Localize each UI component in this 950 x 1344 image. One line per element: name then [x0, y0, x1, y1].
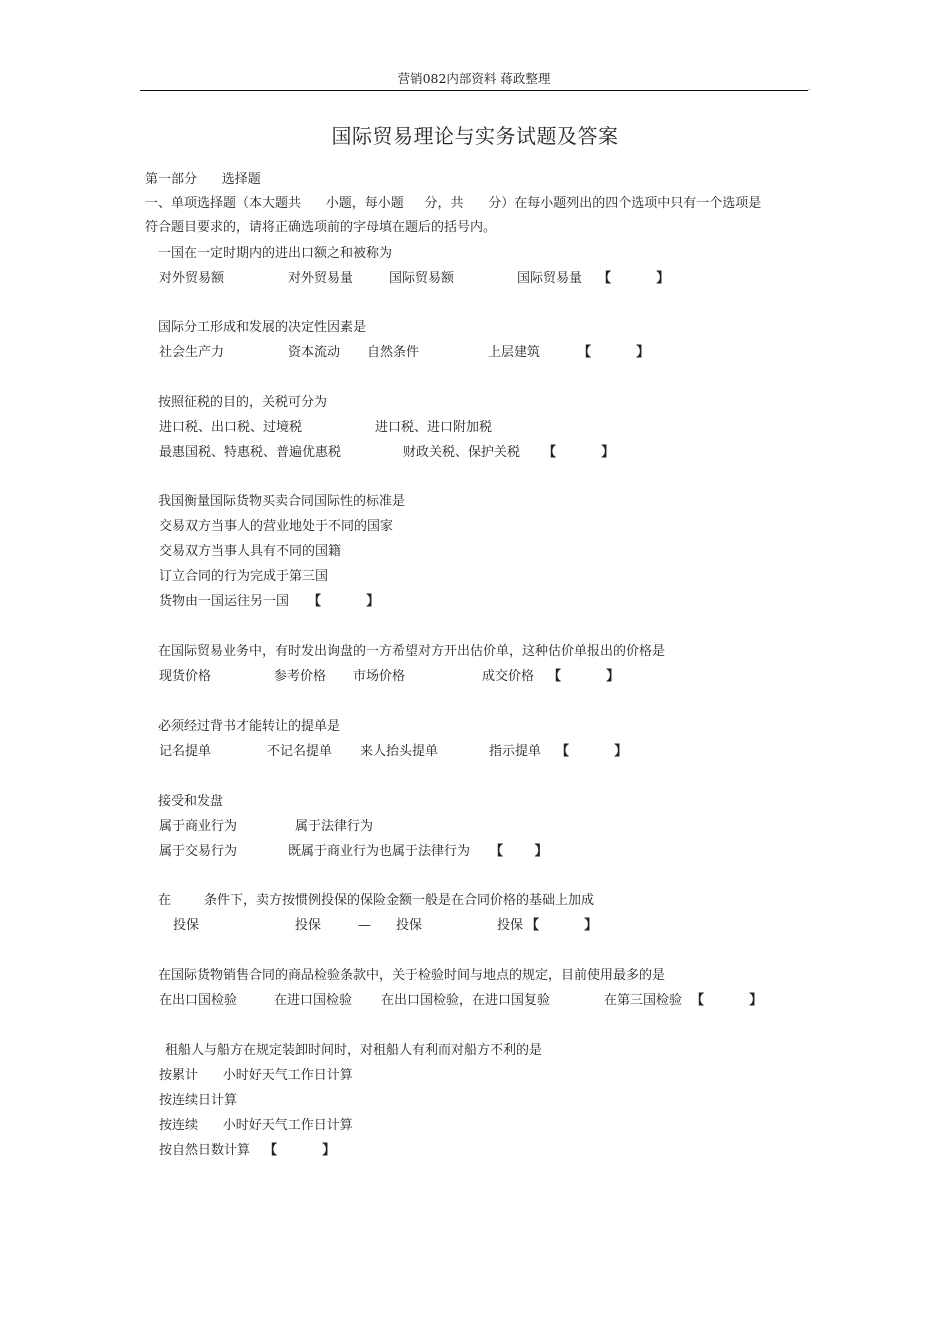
question-7-option-b: 属于法律行为: [295, 819, 374, 834]
question-2-answer-bracket: 【 】: [578, 345, 650, 360]
question-6-stem: 必须经过背书才能转让的提单是: [158, 719, 341, 734]
question-9-option-d: 在第三国检验: [604, 993, 683, 1008]
question-7-stem: 接受和发盘: [158, 794, 224, 809]
question-1-option-b: 对外贸易量: [288, 271, 354, 286]
question-2-option-a: 社会生产力: [159, 345, 225, 360]
question-7-option-d: 既属于商业行为也属于法律行为: [288, 844, 471, 859]
question-5-option-b: 参考价格: [274, 669, 327, 684]
question-6-option-a: 记名提单: [159, 744, 212, 759]
question-10-stem: 租船人与船方在规定装卸时间时，对租船人有利而对船方不利的是: [165, 1043, 543, 1058]
question-6-answer-bracket: 【 】: [556, 744, 628, 759]
document-title: 国际贸易理论与实务试题及答案: [331, 124, 619, 148]
instructions-line-2: 符合题目要求的，请将正确选项前的字母填在题后的括号内。: [145, 220, 497, 235]
question-9-option-b: 在进口国检验: [274, 993, 353, 1008]
question-3-answer-bracket: 【 】: [543, 445, 615, 460]
question-1-stem: 一国在一定时期内的进出口额之和被称为: [158, 246, 393, 261]
question-10-option-c: 按连续 小时好天气工作日计算: [159, 1118, 353, 1133]
page-header: 营销082内部资料 蒋政整理: [140, 70, 808, 91]
question-7-option-a: 属于商业行为: [159, 819, 238, 834]
question-1-option-a: 对外贸易额: [159, 271, 225, 286]
question-4-answer-bracket: 【 】: [308, 594, 380, 609]
question-4-stem: 我国衡量国际货物买卖合同国际性的标准是: [158, 494, 406, 509]
question-7-answer-bracket: 【 】: [490, 844, 548, 859]
question-3-option-d: 财政关税、保护关税: [403, 445, 521, 460]
question-8-answer-bracket: 【 】: [526, 918, 598, 933]
question-6-option-c: 来人抬头提单: [360, 744, 439, 759]
question-9-stem: 在国际货物销售合同的商品检验条款中，关于检验时间与地点的规定，目前使用最多的是: [158, 968, 666, 983]
question-10-answer-bracket: 【 】: [264, 1143, 336, 1158]
question-4-option-b: 交易双方当事人具有不同的国籍: [159, 544, 342, 559]
question-8-dash: —: [358, 918, 371, 933]
question-10-option-b: 按连续日计算: [159, 1093, 238, 1108]
question-5-option-a: 现货价格: [159, 669, 212, 684]
question-2-option-c: 自然条件: [367, 345, 420, 360]
question-9-option-a: 在出口国检验: [159, 993, 238, 1008]
question-5-option-c: 市场价格: [353, 669, 406, 684]
question-8-option-d: 投保: [497, 918, 524, 933]
question-5-option-d: 成交价格: [482, 669, 535, 684]
question-6-option-b: 不记名提单: [267, 744, 333, 759]
instructions-line-1: 一、单项选择题（本大题共 小题，每小题 分，共 分）在每小题列出的四个选项中只有一个选项是: [145, 196, 762, 211]
question-2-option-d: 上层建筑: [488, 345, 541, 360]
question-10-option-d: 按自然日数计算: [159, 1143, 251, 1158]
section-title: 第一部分 选择题: [145, 172, 261, 187]
question-4-option-a: 交易双方当事人的营业地处于不同的国家: [159, 519, 394, 534]
question-4-option-d: 货物由一国运往另一国: [159, 594, 290, 609]
question-5-answer-bracket: 【 】: [548, 669, 620, 684]
question-2-option-b: 资本流动: [288, 345, 341, 360]
question-1-option-c: 国际贸易额: [389, 271, 455, 286]
question-9-option-c: 在出口国检验，在进口国复验: [381, 993, 551, 1008]
question-3-option-b: 进口税、进口附加税: [375, 420, 493, 435]
question-1-option-d: 国际贸易量: [517, 271, 583, 286]
question-10-option-a: 按累计 小时好天气工作日计算: [159, 1068, 353, 1083]
question-6-option-d: 指示提单: [489, 744, 542, 759]
question-8-option-b: 投保: [295, 918, 322, 933]
question-7-option-c: 属于交易行为: [159, 844, 238, 859]
question-3-option-c: 最惠国税、特惠税、普遍优惠税: [159, 445, 342, 460]
question-5-stem: 在国际贸易业务中，有时发出询盘的一方希望对方开出估价单，这种估价单报出的价格是: [158, 644, 666, 659]
question-3-option-a: 进口税、出口税、过境税: [159, 420, 303, 435]
question-8-option-a: 投保: [173, 918, 200, 933]
question-8-stem: 在 条件下，卖方按惯例投保的保险金额一般是在合同价格的基础上加成: [158, 893, 595, 908]
question-2-stem: 国际分工形成和发展的决定性因素是: [158, 320, 367, 335]
header-mark: .: [808, 83, 811, 92]
question-8-option-c: 投保: [396, 918, 423, 933]
question-1-answer-bracket: 【 】: [598, 271, 670, 286]
question-3-stem: 按照征税的目的，关税可分为: [158, 395, 328, 410]
question-4-option-c: 订立合同的行为完成于第三国: [159, 569, 329, 584]
question-9-answer-bracket: 【 】: [691, 993, 763, 1008]
